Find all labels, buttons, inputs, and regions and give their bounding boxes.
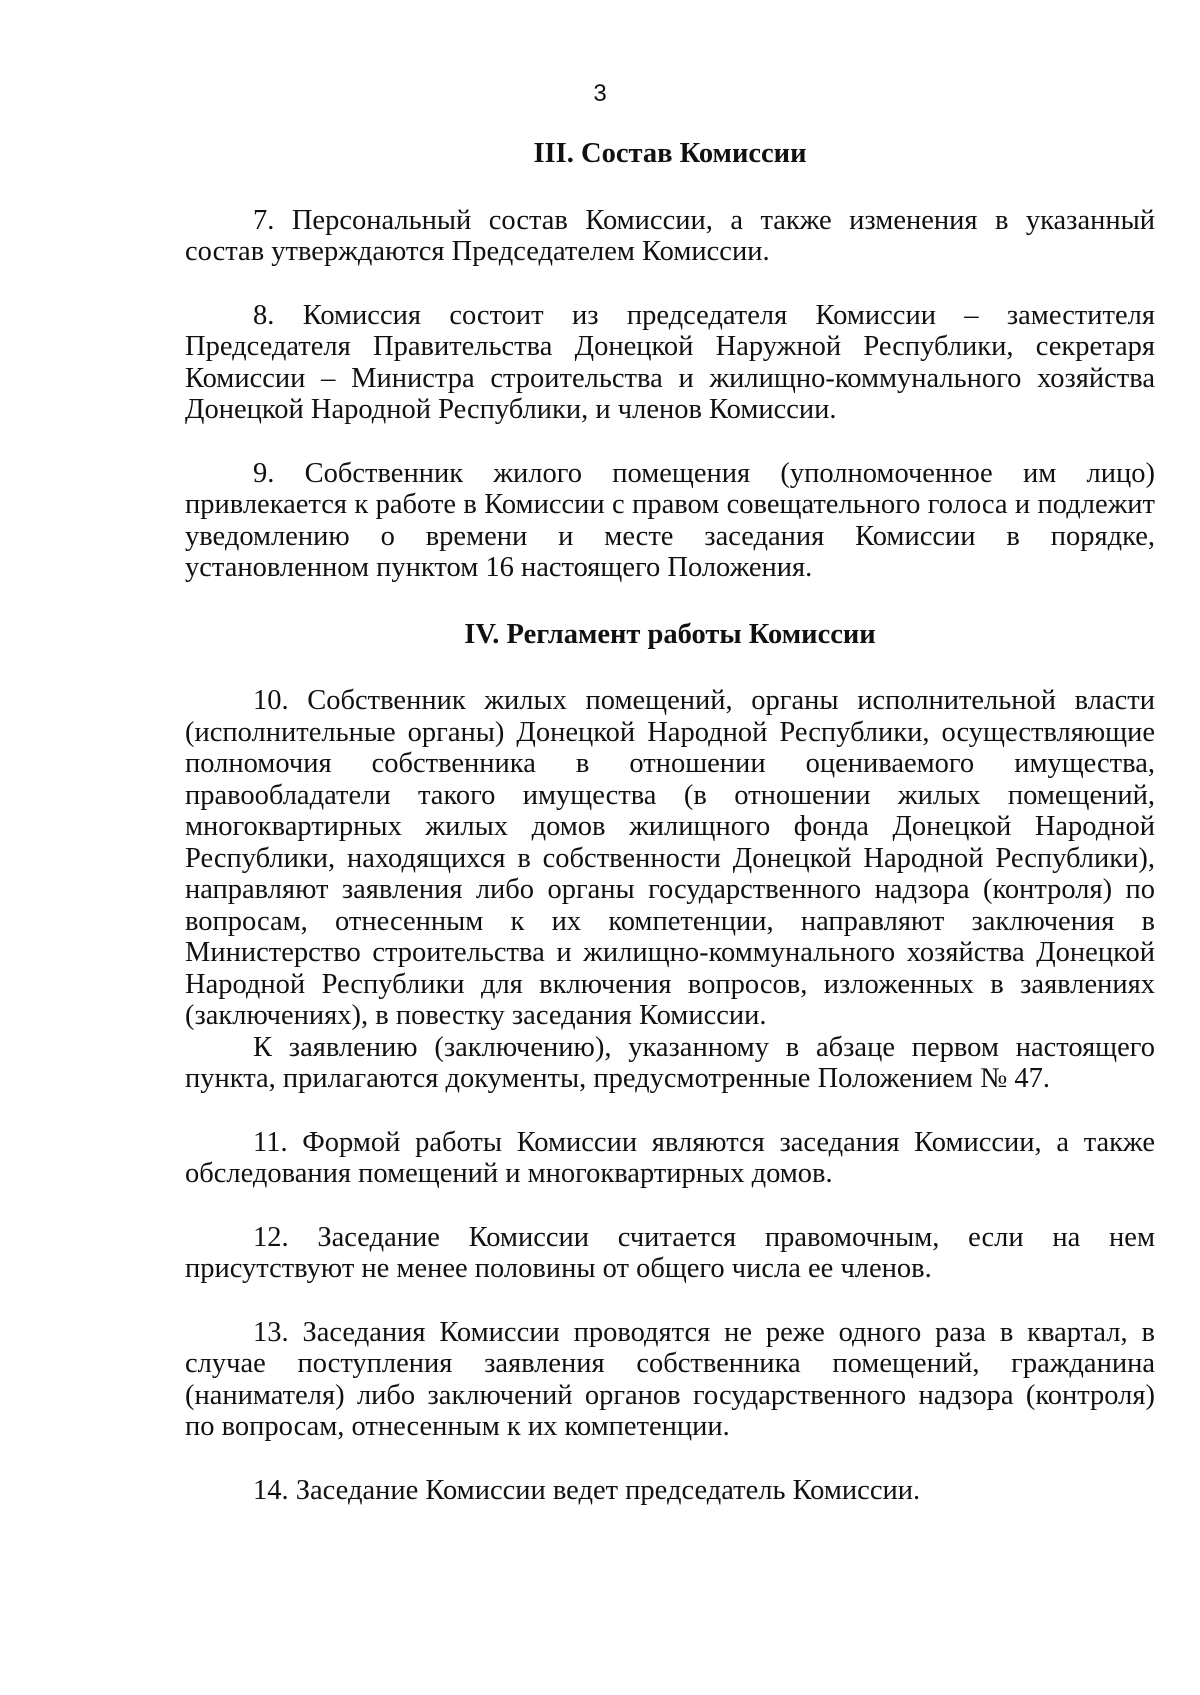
paragraph-14: 14. Заседание Комиссии ведет председатель Комиссии. [253,1474,921,1506]
paragraph-8: 8. Комиссия состоит из председателя Комиссии – заместителя Председателя Правительства Донецкой Наружной Республики, секретаря Комиссии – Министра строительства и жилищно-коммунального хозяйства Донецкой Народной Республики, и членов Комиссии. [185,299,1155,425]
paragraph-7: 7. Персональный состав Комиссии, а также изменения в указанный состав утверждаются Председателем Комиссии. [185,204,1155,267]
section-heading-composition: III. Состав Комиссии [533,138,807,169]
section-heading-regulations: IV. Регламент работы Комиссии [464,618,876,650]
page-number: 3 [593,80,607,107]
paragraph-9: 9. Собственник жилого помещения (уполномоченное им лицо) привлекается к работе в Комиссии с правом совещательного голоса и подлежит уведомлению о времени и месте заседания Комиссии в порядке, установленном пунктом 16 настоящего Положения. [185,457,1155,583]
document-body [185,138,1155,1506]
paragraph-10: 10. Собственник жилых помещений, органы исполнительной власти (исполнительные органы) Донецкой Народной Республики, осуществляющие полномочия собственника в отношении оцениваемого имущества, правообладатели такого имущества (в отношении жилых помещений, многоквартирных жилых домов жилищного фонда Донецкой Народной Республики, находящихся в собственности Донецкой Народной Республики), направляют заявления либо органы государственного надзора (контроля) по вопросам, отнесенным к их компетенции, направляют заключения в Министерство строительства и жилищно-коммунального хозяйства Донецкой Народной Республики для включения вопросов, изложенных в заявлениях (заключениях), в повестку заседания Комиссии. [185,685,1155,1031]
paragraph-11: 11. Формой работы Комиссии являются заседания Комиссии, а также обследования помещений и многоквартирных домов. [185,1126,1155,1189]
paragraph-12: 12. Заседание Комиссии считается правомочным, если на нем присутствуют не менее половины от общего числа ее членов. [185,1221,1155,1284]
paragraph-10-attachment: К заявлению (заключению), указанному в абзаце первом настоящего пункта, прилагаются документы, предусмотренные Положением № 47. [185,1031,1155,1094]
paragraph-13: 13. Заседания Комиссии проводятся не реже одного раза в квартал, в случае поступления заявления собственника помещений, гражданина (нанимателя) либо заключений органов государственного надзора (контроля) по вопросам, отнесенным к их компетенции. [185,1316,1155,1442]
